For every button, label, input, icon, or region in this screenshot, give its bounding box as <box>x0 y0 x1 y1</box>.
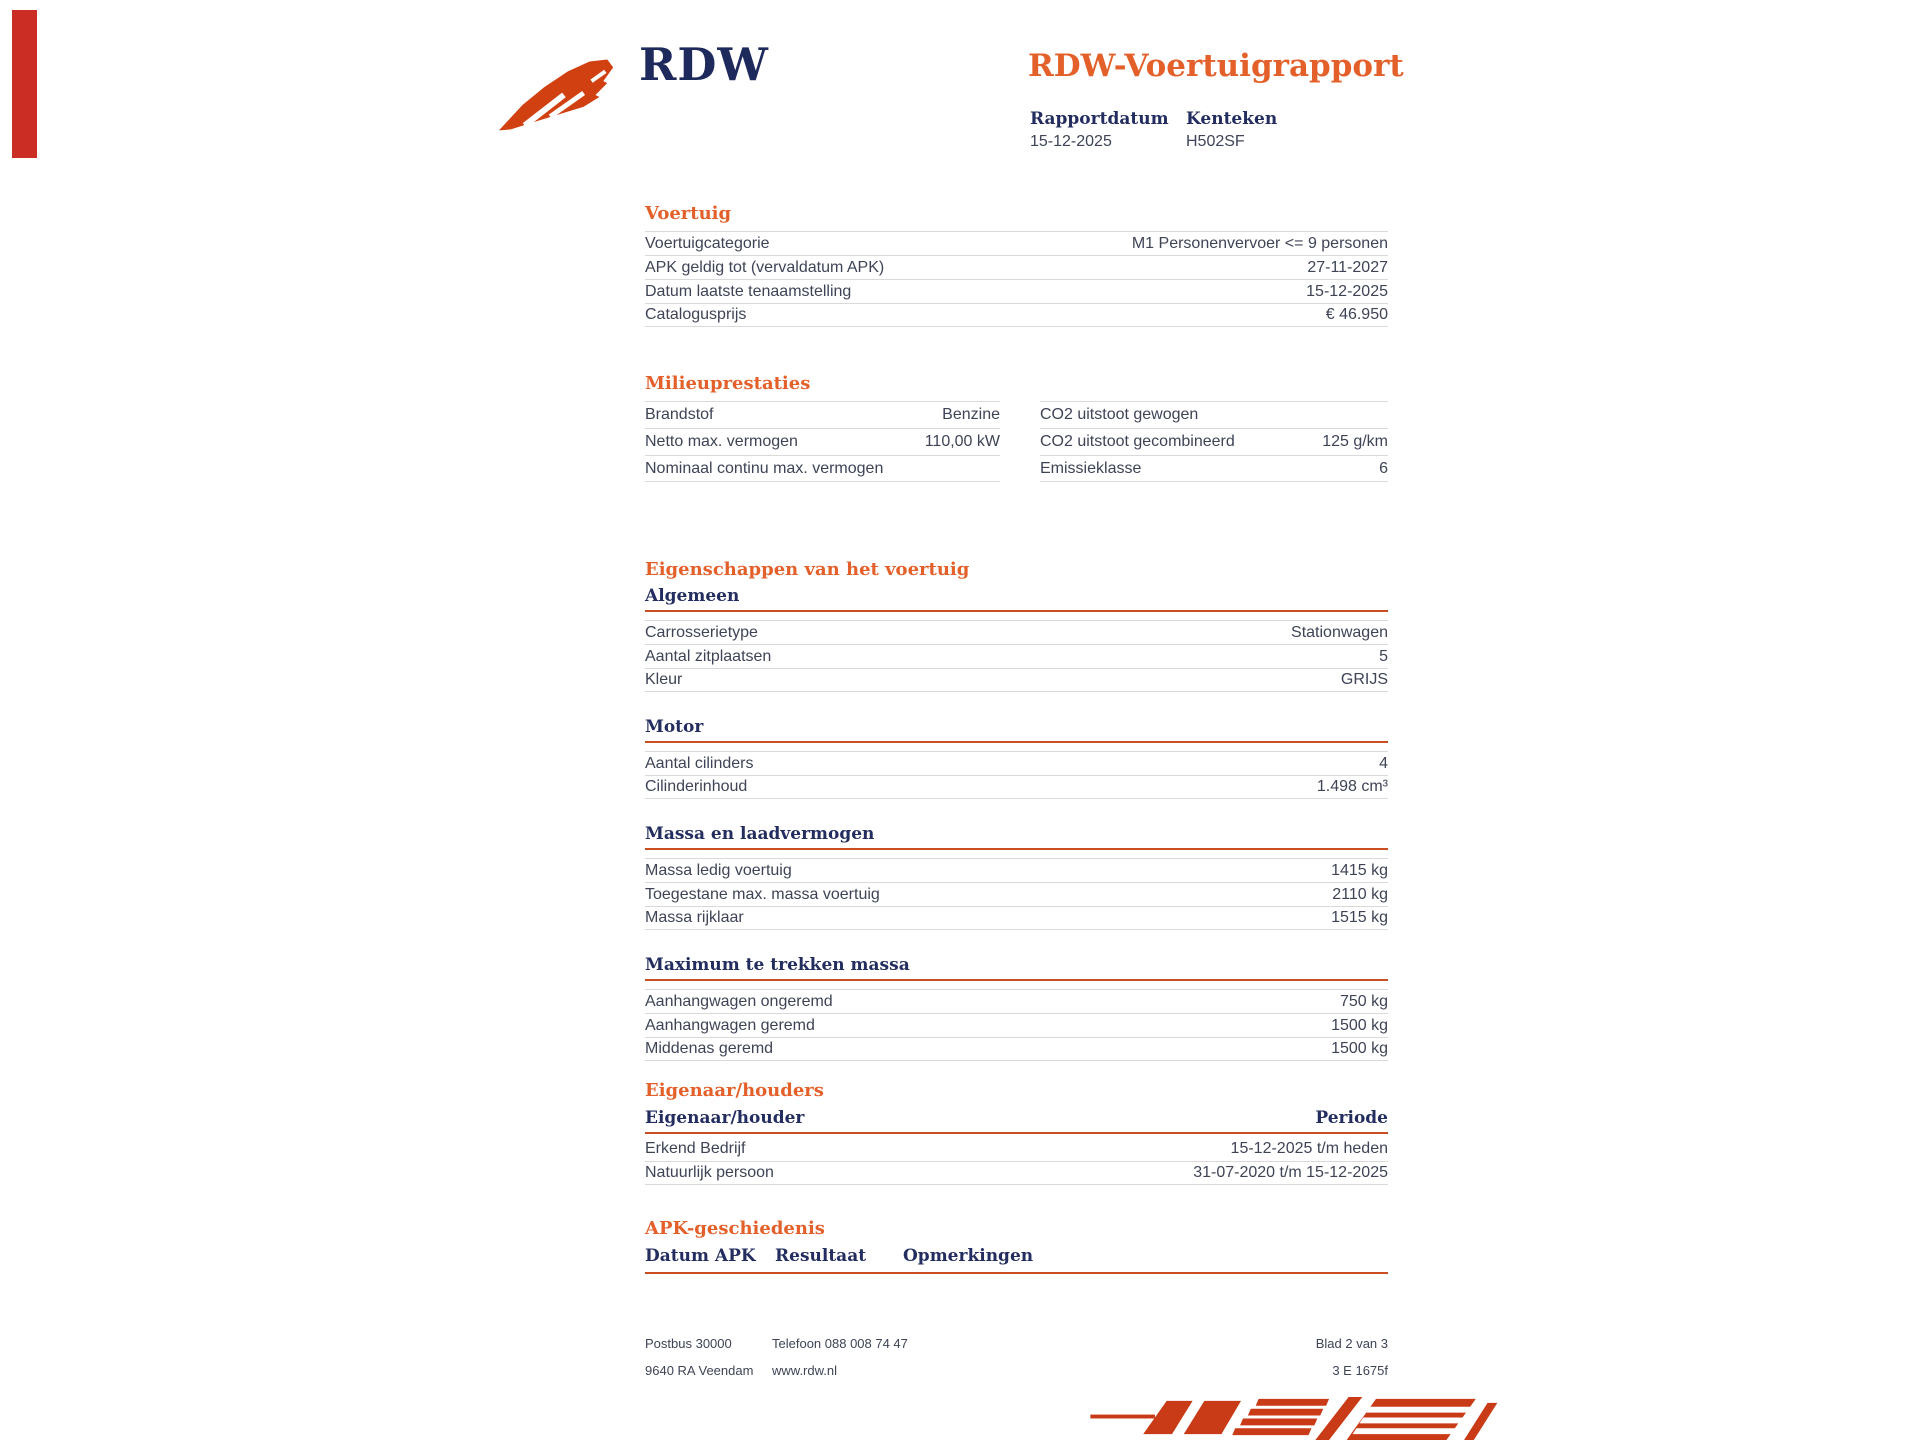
table-row <box>645 401 1000 428</box>
table-row <box>645 751 1388 775</box>
section-eigenschappen <box>645 559 1388 1061</box>
table-row <box>645 455 1000 482</box>
subsection-title-trekken: Maximum te trekken massa <box>645 956 1388 981</box>
row-value: 6 <box>1379 459 1388 477</box>
motor-table <box>645 751 1388 799</box>
massa-table <box>645 858 1388 930</box>
row-label: Aantal zitplaatsen <box>645 647 772 665</box>
row-value: 110,00 kW <box>924 433 1000 450</box>
row-label: Middenas geremd <box>645 1040 774 1057</box>
row-label: Voertuigcategorie <box>645 234 770 252</box>
table-row <box>645 231 1388 255</box>
table-row <box>645 668 1388 692</box>
table-row <box>645 279 1388 303</box>
row-label: Catalogusprijs <box>645 306 747 323</box>
rapportdatum-block <box>1030 109 1186 151</box>
apk-table-header <box>645 1246 1388 1274</box>
milieu-left-column <box>645 401 1000 482</box>
milieu-table <box>645 401 1388 482</box>
row-value: GRIJS <box>1340 671 1388 688</box>
algemeen-table <box>645 620 1388 692</box>
column-header-eigenaar: Eigenaar/houder <box>645 1108 805 1128</box>
column-header-opmerkingen: Opmerkingen <box>903 1246 1034 1266</box>
section-heading-eigenaar: Eigenaar/houders <box>645 1080 824 1101</box>
row-label: Nominaal continu max. vermogen <box>645 459 884 477</box>
table-row <box>1040 428 1388 455</box>
row-label: Cilinderinhoud <box>645 778 748 795</box>
row-value: 5 <box>1379 647 1388 665</box>
table-row <box>645 620 1388 644</box>
page-title: RDW-Voertuigrapport <box>1028 48 1404 84</box>
subsection-title-massa: Massa en laadvermogen <box>645 825 1388 850</box>
row-value: € 46.950 <box>1325 306 1388 323</box>
row-label: Massa rijklaar <box>645 909 744 926</box>
row-value: 750 kg <box>1339 992 1388 1010</box>
row-label: Erkend Bedrijf <box>645 1140 746 1157</box>
row-value: 125 g/km <box>1322 433 1388 450</box>
section-heading-apk: APK-geschiedenis <box>645 1218 825 1239</box>
eigenaar-table-header <box>645 1108 1388 1134</box>
footer-row <box>645 1363 1388 1379</box>
row-label: CO2 uitstoot gewogen <box>1040 406 1199 423</box>
row-label: CO2 uitstoot gecombineerd <box>1040 433 1235 450</box>
table-row <box>645 1037 1388 1061</box>
footer-row <box>645 1336 1388 1352</box>
table-row <box>645 1161 1388 1185</box>
eigenaar-table <box>645 1137 1388 1185</box>
section-milieuprestaties <box>645 373 1388 482</box>
rdw-stripes-graphic <box>1072 1395 1502 1440</box>
row-label: Aanhangwagen ongeremd <box>645 992 833 1010</box>
table-row <box>1040 455 1388 482</box>
section-apk-geschiedenis <box>645 1218 1388 1274</box>
row-label: Kleur <box>645 671 683 688</box>
row-value: 27-11-2027 <box>1307 258 1388 276</box>
row-label: Natuurlijk persoon <box>645 1164 774 1181</box>
table-row <box>645 989 1388 1013</box>
table-row <box>1040 401 1388 428</box>
row-label: Netto max. vermogen <box>645 433 798 450</box>
row-value: 1415 kg <box>1331 861 1388 879</box>
column-header-periode: Periode <box>1315 1108 1388 1128</box>
row-label: APK geldig tot (vervaldatum APK) <box>645 258 885 276</box>
row-value: 2110 kg <box>1332 885 1388 903</box>
footer-page-number: Blad 2 van 3 <box>1315 1336 1388 1351</box>
red-marker-bar <box>12 10 37 158</box>
section-eigenaar-houders <box>645 1080 1388 1185</box>
row-label: Datum laatste tenaamstelling <box>645 282 852 300</box>
column-header-datum-apk: Datum APK <box>645 1246 756 1266</box>
row-value: 1500 kg <box>1331 1016 1388 1034</box>
page-footer <box>645 1336 1388 1379</box>
footer-address-line1: Postbus 30000 <box>645 1336 732 1351</box>
table-row <box>645 882 1388 906</box>
row-label: Toegestane max. massa voertuig <box>645 885 880 903</box>
table-row <box>645 644 1388 668</box>
row-label: Aantal cilinders <box>645 754 754 772</box>
kenteken-value: H502SF <box>1186 133 1245 150</box>
subsection-title-motor: Motor <box>645 718 1388 743</box>
row-value: 31-07-2020 t/m 15-12-2025 <box>1193 1164 1388 1181</box>
rapportdatum-value: 15-12-2025 <box>1030 133 1112 150</box>
section-heading-voertuig: Voertuig <box>645 203 732 224</box>
table-row <box>645 1137 1388 1161</box>
column-header-resultaat: Resultaat <box>775 1246 867 1266</box>
row-value: 1500 kg <box>1331 1040 1388 1057</box>
footer-address-line2: 9640 RA Veendam <box>645 1363 754 1378</box>
row-value: Benzine <box>942 406 1000 423</box>
row-label: Massa ledig voertuig <box>645 861 792 879</box>
table-row <box>645 906 1388 930</box>
row-label: Carrosserietype <box>645 623 758 641</box>
rdw-wordmark: RDW <box>639 38 769 91</box>
footer-website: www.rdw.nl <box>772 1363 838 1378</box>
rdw-logo <box>497 38 769 134</box>
voertuig-table <box>645 231 1388 327</box>
row-value: 1515 kg <box>1331 909 1388 926</box>
row-label: Emissieklasse <box>1040 459 1142 477</box>
section-heading-milieuprestaties: Milieuprestaties <box>645 373 811 394</box>
trekken-table <box>645 989 1388 1061</box>
row-label: Brandstof <box>645 406 714 423</box>
section-heading-eigenschappen: Eigenschappen van het voertuig <box>645 559 970 580</box>
row-label: Aanhangwagen geremd <box>645 1016 815 1034</box>
row-value: Stationwagen <box>1291 623 1388 641</box>
subsection-title-algemeen: Algemeen <box>645 587 1388 612</box>
row-value: 15-12-2025 t/m heden <box>1230 1140 1388 1157</box>
rdw-stripes-icon <box>1072 1395 1502 1440</box>
footer-doc-code: 3 E 1675f <box>1332 1363 1388 1378</box>
table-row <box>645 428 1000 455</box>
row-value: M1 Personenvervoer <= 9 personen <box>1131 234 1388 252</box>
section-voertuig <box>645 203 1388 327</box>
row-value: 1.498 cm³ <box>1316 778 1388 795</box>
row-value: 15-12-2025 <box>1306 282 1388 300</box>
report-meta <box>1030 109 1277 151</box>
rdw-feather-logo-icon <box>497 52 625 134</box>
row-value: 4 <box>1379 754 1388 772</box>
footer-phone: Telefoon 088 008 74 47 <box>772 1336 908 1351</box>
milieu-right-column <box>1040 401 1388 482</box>
kenteken-label: Kenteken <box>1186 109 1278 129</box>
table-row <box>645 255 1388 279</box>
table-row <box>645 775 1388 799</box>
kenteken-block <box>1186 109 1277 151</box>
table-row <box>645 858 1388 882</box>
rapportdatum-label: Rapportdatum <box>1030 109 1169 129</box>
table-row <box>645 303 1388 327</box>
table-row <box>645 1013 1388 1037</box>
